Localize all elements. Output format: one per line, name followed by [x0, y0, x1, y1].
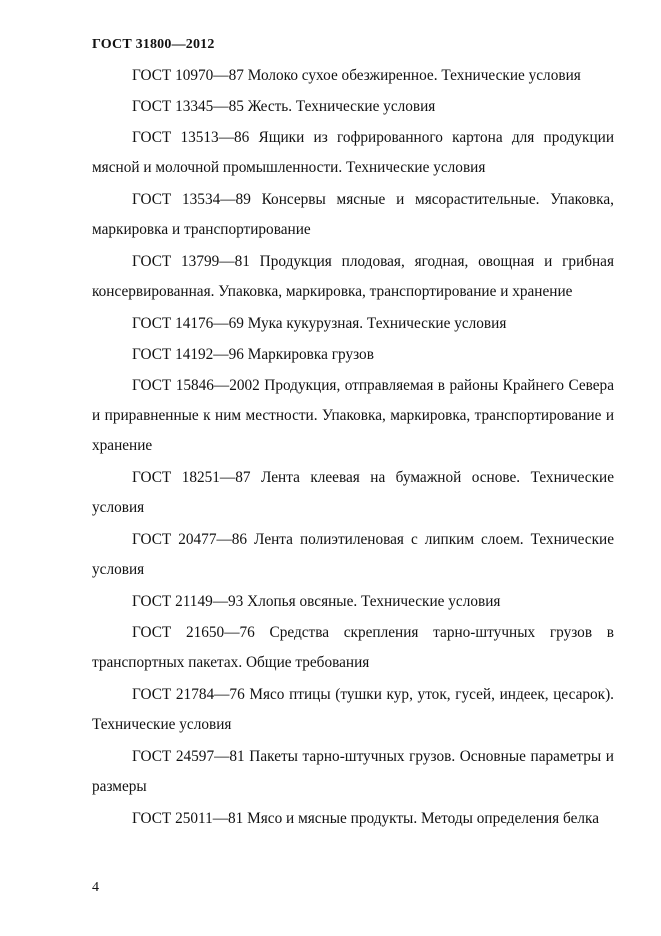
reference-item: ГОСТ 21784—76 Мясо птицы (тушки кур, уток, гусей, индеек, цесарок). Технические условия [92, 686, 614, 733]
reference-item: ГОСТ 14192—96 Маркировка грузов [132, 346, 374, 363]
reference-item: ГОСТ 13534—89 Консервы мясные и мясорастительные. Упаковка, маркировка и транспортирование [92, 191, 614, 238]
reference-item: ГОСТ 21650—76 Средства скрепления тарно-штучных грузов в транспортных пакетах. Общие требования [92, 624, 614, 671]
references-list [92, 61, 614, 835]
reference-item: ГОСТ 25011—81 Мясо и мясные продукты. Методы определения белка [132, 810, 600, 827]
reference-item: ГОСТ 13345—85 Жесть. Технические условия [132, 98, 436, 115]
reference-item: ГОСТ 20477—86 Лента полиэтиленовая с липким слоем. Технические условия [92, 531, 614, 578]
document-header: ГОСТ 31800—2012 [92, 37, 215, 52]
reference-item: ГОСТ 13513—86 Ящики из гофрированного картона для продукции мясной и молочной промышленности. Технические условия [92, 129, 614, 176]
page-number: 4 [92, 880, 99, 895]
reference-item: ГОСТ 10970—87 Молоко сухое обезжиренное. Технические условия [132, 67, 581, 84]
reference-item: ГОСТ 24597—81 Пакеты тарно-штучных грузов. Основные параметры и размеры [92, 748, 614, 795]
reference-item: ГОСТ 18251—87 Лента клеевая на бумажной основе. Технические условия [92, 469, 614, 516]
reference-item: ГОСТ 14176—69 Мука кукурузная. Технические условия [132, 315, 507, 332]
reference-item: ГОСТ 13799—81 Продукция плодовая, ягодная, овощная и грибная консервированная. Упаковка, маркировка, транспортирование и хранение [92, 253, 614, 300]
reference-item: ГОСТ 15846—2002 Продукция, отправляемая в районы Крайнего Севера и приравненные к ним местности. Упаковка, маркировка, транспортирование и хранение [92, 377, 614, 454]
reference-item: ГОСТ 21149—93 Хлопья овсяные. Технические условия [132, 593, 501, 610]
